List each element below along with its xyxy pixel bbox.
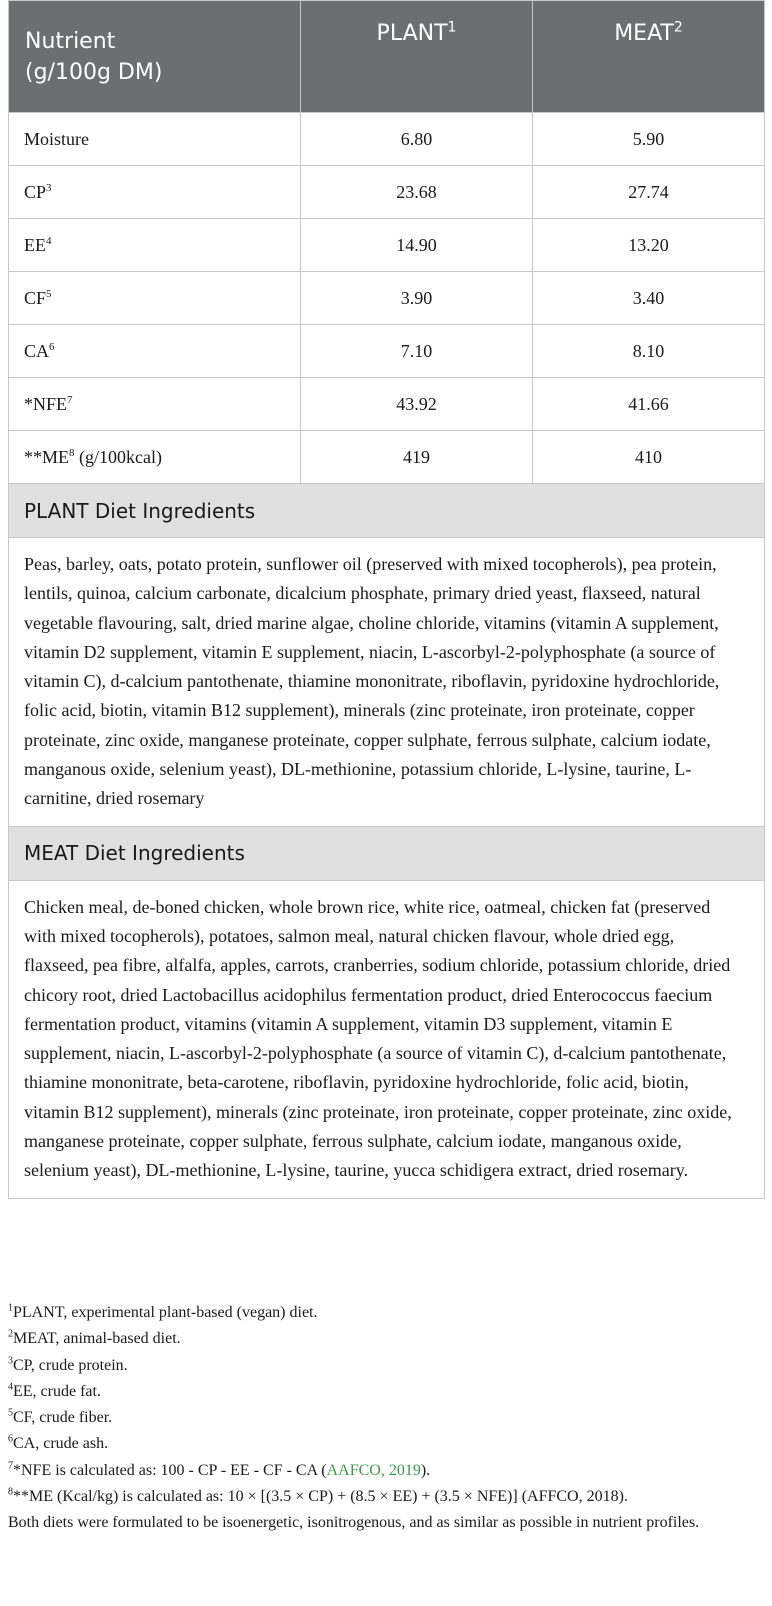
nutrient-table	[8, 0, 765, 1199]
footnote-5: $^5$CF, crude fiber.	[8, 1407, 113, 1427]
row-label: Moisture	[9, 113, 301, 166]
table-row	[9, 272, 765, 325]
header-plant-sup: 1	[447, 19, 457, 36]
table-row	[9, 219, 765, 272]
nutrient-table-container	[8, 0, 764, 1199]
table-row	[9, 325, 765, 378]
row-plant-value: 419	[301, 431, 533, 484]
row-plant-value: 3.90	[301, 272, 533, 325]
header-nutrient-line2: (g/100g DM)	[25, 59, 163, 85]
row-label: *NFE$^7$	[9, 378, 301, 431]
footnote-1: $^1$PLANT, experimental plant-based (vegan) diet.	[8, 1302, 318, 1321]
row-label: $EE^4$	[9, 219, 301, 272]
meat-section-body	[9, 880, 765, 1198]
footnote-7: $^7$*NFE is calculated as: 100 - CP - EE - CF - CA (AAFCO, 2019).	[8, 1460, 431, 1479]
row-meat-value: 410	[533, 431, 765, 484]
meat-section-header	[9, 826, 765, 880]
aafco-reference-link[interactable]: AAFCO, 2019	[326, 1461, 421, 1479]
meat-ingredients-text: Chicken meal, de-boned chicken, whole brown rice, white rice, oatmeal, chicken fat (preserved with mixed tocopherols), potatoes, salmon meal, natural chicken flavour, whole dried egg, flaxseed, pea fibre, alfalfa, apples, carrots, cranberries, sodium chloride, potassium chloride, dried chicory root, dried Lactobacillus acidophilus fermentation product, dried Enterococcus faecium fermentation product, vitamins (vitamin A supplement, vitamin D3 supplement, vitamin E supplement, niacin, L-ascorbyl-2-polyphosphate (a source of vitamin C), d-calcium pantothenate, thiamine mononitrate, beta-carotene, riboflavin, pyridoxine hydrochloride, folic acid, biotin, vitamin B12 supplement), minerals (zinc proteinate, iron proteinate, copper proteinate, zinc oxide, manganese proteinate, copper sulphate, ferrous sulphate, calcium iodate, manganous oxide, selenium yeast), DL-methionine, L-lysine, taurine, yucca schidigera extract, dried rosemary.	[9, 880, 765, 1198]
row-label: $CP^3$	[9, 166, 301, 219]
table-row	[9, 113, 765, 166]
row-plant-value: 7.10	[301, 325, 533, 378]
header-plant	[301, 1, 533, 113]
header-plant-label: PLANT	[376, 21, 448, 46]
table-row	[9, 378, 765, 431]
footnotes	[8, 1300, 768, 1536]
row-label: $**ME^8$ (g/100kcal)	[9, 431, 301, 484]
header-meat	[533, 1, 765, 113]
footnote-8: $^8$**ME (Kcal/kg) is calculated as: 10 × [(3.5 × CP) + (8.5 × EE) + (3.5 × NFE)] (AFFCO, 2018).	[8, 1486, 628, 1506]
header-meat-sup: 2	[673, 19, 683, 36]
row-plant-value: 14.90	[301, 219, 533, 272]
table-header-row	[9, 1, 765, 113]
row-meat-value: 5.90	[533, 113, 765, 166]
footnote-6: $^6$CA, crude ash.	[8, 1434, 109, 1453]
table-row	[9, 431, 765, 484]
footnote-2: $^2$MEAT, animal-based diet.	[8, 1328, 181, 1348]
row-meat-value: 41.66	[533, 378, 765, 431]
footnote-3: $^3$CP, crude protein.	[8, 1355, 128, 1374]
header-nutrient-line1: Nutrient	[25, 28, 116, 54]
footnote-4: $^4$EE, crude fat.	[8, 1381, 101, 1400]
row-label: $CF^5$	[9, 272, 301, 325]
header-nutrient	[9, 1, 301, 113]
header-meat-label: MEAT	[614, 21, 674, 46]
plant-section-body	[9, 538, 765, 827]
plant-ingredients-text: Peas, barley, oats, potato protein, sunflower oil (preserved with mixed tocopherols), pea protein, lentils, quinoa, calcium carbonate, dicalcium phosphate, primary dried yeast, flaxseed, natural vegetable flavouring, salt, dried marine algae, choline chloride, vitamins (vitamin A supplement, vitamin D2 supplement, vitamin E supplement, niacin, L-ascorbyl-2-polyphosphate (a source of vitamin C), d-calcium pantothenate, thiamine mononitrate, riboflavin, pyridoxine hydrochloride, folic acid, biotin, vitamin B12 supplement), minerals (zinc proteinate, iron proteinate, copper proteinate, zinc oxide, manganese proteinate, copper sulphate, ferrous sulphate, calcium iodate, manganous oxide, selenium yeast), DL-methionine, potassium chloride, L-lysine, taurine, L-carnitine, dried rosemary	[9, 538, 765, 827]
row-plant-value: 23.68	[301, 166, 533, 219]
row-meat-value: 8.10	[533, 325, 765, 378]
meat-section-title: MEAT Diet Ingredients	[9, 826, 765, 880]
row-plant-value: 43.92	[301, 378, 533, 431]
row-label: $CA^6$	[9, 325, 301, 378]
footnote-summary: Both diets were formulated to be isoenergetic, isonitrogenous, and as similar as possible in nutrient profiles.	[8, 1514, 700, 1532]
plant-section-header	[9, 484, 765, 538]
row-meat-value: 3.40	[533, 272, 765, 325]
row-meat-value: 27.74	[533, 166, 765, 219]
row-meat-value: 13.20	[533, 219, 765, 272]
row-plant-value: 6.80	[301, 113, 533, 166]
plant-section-title: PLANT Diet Ingredients	[9, 484, 765, 538]
table-row	[9, 166, 765, 219]
